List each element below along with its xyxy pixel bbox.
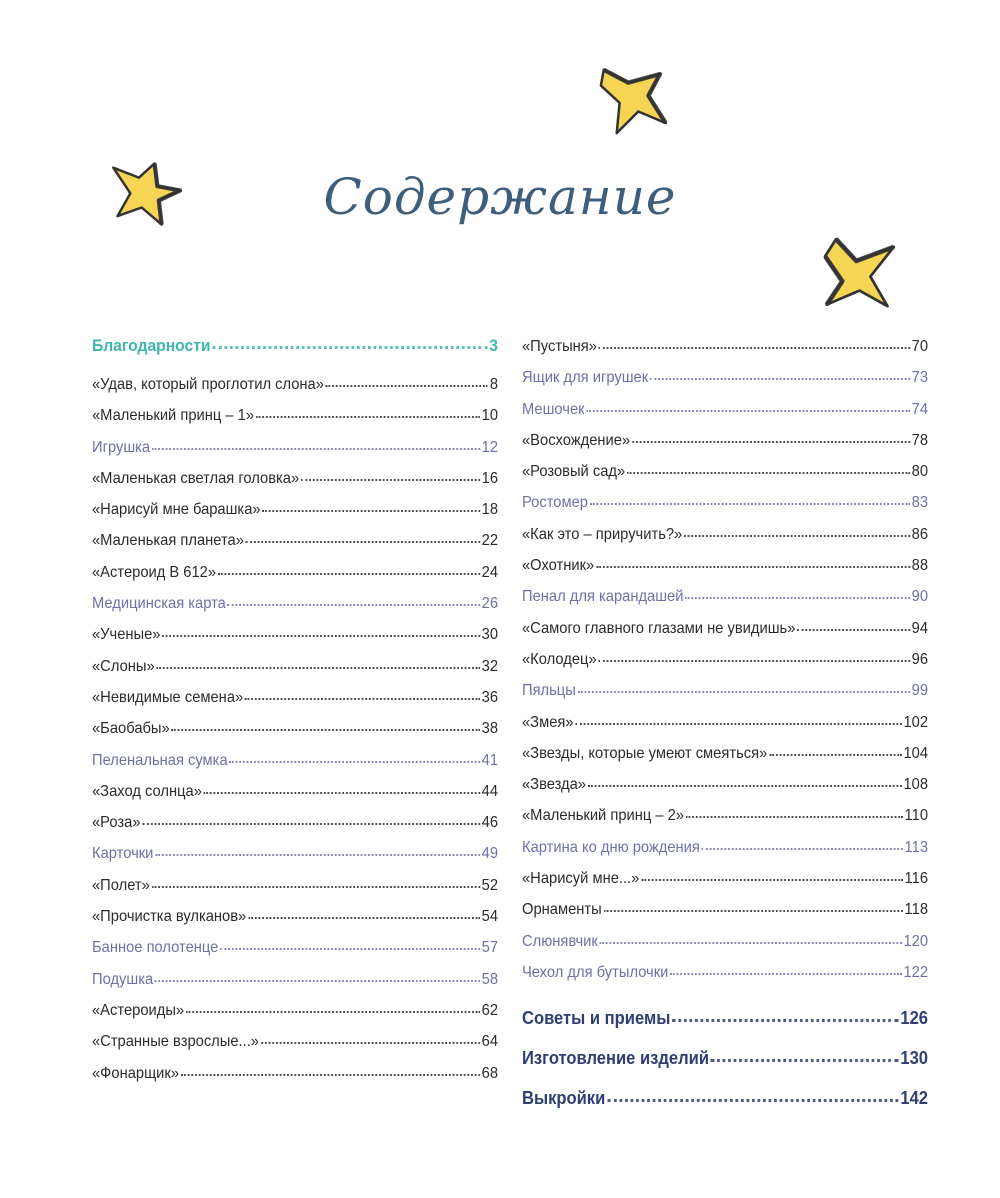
toc-entry-title: Слюнявчик — [522, 932, 598, 950]
toc-entry-title: «Заход солнца» — [92, 782, 202, 800]
toc-page-number: 26 — [481, 595, 499, 613]
toc-entry[interactable] — [522, 998, 928, 1038]
toc-entry[interactable] — [522, 738, 928, 769]
toc-entry-title: «Слоны» — [92, 657, 155, 675]
toc-page-number: 54 — [481, 908, 499, 926]
toc-entry[interactable] — [522, 957, 928, 988]
toc-entry-title: Изготовление изделий — [522, 1048, 710, 1069]
dot-leader — [596, 566, 910, 568]
toc-entry-title: Выкройки — [522, 1088, 606, 1109]
toc-entry[interactable] — [92, 1026, 498, 1057]
toc-column-left — [92, 331, 498, 1089]
dot-leader — [172, 729, 480, 731]
toc-entry[interactable] — [522, 832, 928, 863]
toc-page-number: 64 — [481, 1033, 499, 1051]
dot-leader — [586, 410, 909, 412]
toc-entry[interactable] — [92, 713, 498, 744]
toc-page-number: 32 — [481, 657, 499, 675]
dot-leader — [797, 629, 910, 631]
dot-leader — [261, 1042, 480, 1044]
toc-entry[interactable] — [92, 901, 498, 932]
toc-entry[interactable] — [92, 400, 498, 431]
dot-leader — [590, 503, 910, 505]
toc-entry[interactable] — [522, 800, 928, 831]
dot-leader — [575, 723, 901, 725]
toc-page-number: 130 — [900, 1048, 929, 1069]
dot-leader — [245, 698, 480, 700]
toc-entry[interactable] — [92, 1058, 498, 1089]
toc-entry-title: «Самого главного глазами не увидишь» — [522, 619, 796, 637]
dot-leader — [672, 1019, 898, 1022]
toc-entry-title: Ростомер — [522, 494, 588, 512]
toc-entry-title: «Фонарщик» — [92, 1064, 180, 1082]
toc-entry[interactable] — [92, 432, 498, 463]
toc-page-number: 94 — [911, 619, 929, 637]
dot-leader — [686, 816, 903, 818]
toc-page-number: 80 — [911, 463, 929, 481]
toc-entry-title: «Маленькая светлая головка» — [92, 469, 300, 487]
toc-entry-title: «Звезда» — [522, 776, 586, 794]
dot-leader — [248, 917, 480, 919]
toc-entry[interactable] — [522, 769, 928, 800]
toc-entry-title: Чехол для бутылочки — [522, 963, 669, 981]
toc-page-number: 110 — [904, 807, 929, 825]
toc-entry-title: Картина ко дню рождения — [522, 838, 700, 856]
toc-entry-title: «Баобабы» — [92, 720, 170, 738]
toc-page-number: 120 — [903, 932, 929, 950]
dot-leader — [598, 660, 909, 662]
toc-entry[interactable] — [522, 926, 928, 957]
dot-leader — [212, 346, 487, 349]
toc-page-number: 113 — [904, 838, 929, 856]
toc-entry-title: «Нарисуй мне барашка» — [92, 501, 261, 519]
dot-leader — [218, 573, 480, 575]
toc-entry[interactable] — [522, 519, 928, 550]
toc-entry-title: «Астероид B 612» — [92, 563, 217, 581]
toc-column-right — [522, 331, 928, 1118]
toc-page-number: 62 — [481, 1001, 499, 1019]
toc-entry-title: Пяльцы — [522, 682, 576, 700]
toc-entry-title: Мешочек — [522, 400, 585, 418]
toc-entry[interactable] — [92, 619, 498, 650]
toc-page-number: 90 — [911, 588, 929, 606]
toc-entry[interactable] — [522, 707, 928, 738]
toc-entry-title: «Ученые» — [92, 626, 161, 644]
toc-page-number: 83 — [911, 494, 929, 512]
toc-entry-title: «Как это – приручить?» — [522, 525, 683, 543]
toc-entry-title: «Полет» — [92, 876, 150, 894]
toc-page-number: 41 — [481, 751, 499, 769]
toc-page-number: 102 — [903, 713, 929, 731]
toc-page-number: 73 — [911, 369, 929, 387]
dot-leader — [641, 879, 903, 881]
toc-entry-title: «Нарисуй мне...» — [522, 870, 640, 888]
toc-page-number: 58 — [481, 970, 499, 988]
dot-leader — [186, 1011, 480, 1013]
toc-entry[interactable] — [522, 1038, 928, 1078]
dot-leader — [246, 541, 480, 543]
toc-entry[interactable] — [92, 932, 498, 963]
toc-page-number: 126 — [900, 1008, 929, 1029]
toc-page-number: 74 — [911, 400, 929, 418]
toc-entry[interactable] — [92, 494, 498, 525]
toc-entry[interactable] — [92, 651, 498, 682]
dot-leader — [155, 854, 480, 856]
toc-entry[interactable] — [522, 331, 928, 362]
toc-page-number: 24 — [481, 563, 499, 581]
toc-entry[interactable] — [92, 838, 498, 869]
toc-entry[interactable] — [522, 675, 928, 706]
dot-leader — [604, 910, 903, 912]
toc-page-number: 86 — [911, 525, 929, 543]
toc-entry[interactable] — [92, 525, 498, 556]
toc-entry[interactable] — [92, 331, 498, 369]
dot-leader — [155, 980, 480, 982]
dot-leader — [142, 823, 479, 825]
toc-entry-title: «Змея» — [522, 713, 574, 731]
dot-leader — [685, 597, 910, 599]
dot-leader — [220, 948, 480, 950]
toc-entry-title: «Охотник» — [522, 557, 595, 575]
toc-entry-title: «Маленький принц – 2» — [522, 807, 685, 825]
toc-entry-title: Советы и приемы — [522, 1008, 671, 1029]
dot-leader — [588, 785, 902, 787]
toc-entry[interactable] — [92, 588, 498, 619]
toc-page-number: 8 — [489, 376, 499, 393]
toc-entry[interactable] — [92, 995, 498, 1026]
toc-entry-title: «Звезды, которые умеют смеяться» — [522, 744, 768, 762]
dot-leader — [229, 761, 479, 763]
toc-entry-title: «Роза» — [92, 814, 141, 832]
toc-entry-title: Благодарности — [92, 336, 211, 355]
toc-page-number: 22 — [481, 532, 499, 550]
toc-page-number: 118 — [904, 901, 929, 919]
toc-entry-title: Банное полотенце — [92, 939, 219, 957]
toc-entry-title: «Невидимые семена» — [92, 688, 244, 706]
toc-entry[interactable] — [92, 870, 498, 901]
toc-entry-title: Игрушка — [92, 438, 151, 456]
toc-page-number: 96 — [911, 650, 929, 668]
toc-entry-title: «Прочистка вулканов» — [92, 908, 247, 926]
dot-leader — [607, 1099, 898, 1102]
toc-entry-title: Пеленальная сумка — [92, 751, 228, 769]
toc-entry[interactable] — [522, 456, 928, 487]
toc-page-number: 49 — [481, 845, 499, 863]
toc-page-number: 108 — [903, 776, 929, 794]
dot-leader — [301, 479, 480, 481]
toc-entry[interactable] — [92, 776, 498, 807]
dot-leader — [599, 347, 910, 349]
toc-entry[interactable] — [522, 644, 928, 675]
toc-entry-title: Карточки — [92, 845, 154, 863]
dot-leader — [578, 691, 910, 693]
dot-leader — [769, 754, 901, 756]
toc-entry-title: Подушка — [92, 970, 154, 988]
toc-entry[interactable] — [92, 964, 498, 995]
toc-page-number: 116 — [904, 870, 929, 888]
toc-entry[interactable] — [522, 394, 928, 425]
toc-page-number: 46 — [481, 814, 499, 832]
toc-entry-title: «Астероиды» — [92, 1001, 185, 1019]
toc-page-number: 18 — [481, 501, 499, 519]
toc-entry[interactable] — [92, 745, 498, 776]
dot-leader — [650, 378, 910, 380]
toc-page-number: 12 — [481, 438, 499, 456]
dot-leader — [152, 886, 480, 888]
toc-entry[interactable] — [92, 463, 498, 494]
dot-leader — [600, 942, 902, 944]
dot-leader — [157, 667, 480, 669]
toc-page-number: 30 — [481, 626, 499, 644]
toc-page-number: 57 — [481, 939, 499, 957]
toc-page-number: 16 — [481, 469, 499, 487]
dot-leader — [181, 1074, 480, 1076]
toc-page-number: 88 — [911, 557, 929, 575]
toc-page-number: 3 — [489, 336, 499, 355]
dot-leader — [627, 472, 910, 474]
dot-leader — [326, 385, 488, 387]
dot-leader — [152, 448, 480, 450]
toc-page-number: 36 — [481, 688, 499, 706]
toc-entry[interactable] — [522, 362, 928, 393]
toc-entry[interactable] — [522, 425, 928, 456]
toc-entry[interactable] — [522, 613, 928, 644]
toc-page-number: 78 — [911, 431, 929, 449]
toc-entry-title: Ящик для игрушек — [522, 369, 649, 387]
section-gap — [522, 988, 928, 998]
dot-leader — [262, 510, 479, 512]
dot-leader — [204, 792, 480, 794]
dot-leader — [702, 848, 903, 850]
toc-page-number: 44 — [481, 782, 499, 800]
toc-entry[interactable] — [522, 550, 928, 581]
page-title: Содержание — [323, 168, 677, 226]
dot-leader — [162, 635, 479, 637]
toc-entry[interactable] — [92, 369, 498, 400]
toc-entry-title: «Пустыня» — [522, 338, 597, 355]
toc-page-number: 142 — [900, 1088, 929, 1109]
toc-page-number: 10 — [481, 407, 499, 425]
dot-leader — [684, 535, 910, 537]
toc-page-number: 122 — [903, 963, 929, 981]
dot-leader — [670, 973, 901, 975]
toc-page-number: 99 — [911, 682, 929, 700]
toc-page-number: 70 — [911, 338, 929, 355]
toc-entry[interactable] — [522, 863, 928, 894]
toc-entry-title: «Восхождение» — [522, 431, 631, 449]
toc-entry[interactable] — [522, 894, 928, 925]
toc-entry[interactable] — [92, 807, 498, 838]
toc-entry[interactable] — [92, 557, 498, 588]
toc-entry-title: «Удав, который проглотил слона» — [92, 376, 324, 393]
toc-entry-title: Орнаменты — [522, 901, 602, 919]
toc-page-number: 104 — [903, 744, 929, 762]
toc-entry-title: «Колодец» — [522, 650, 597, 668]
star-icon-right — [822, 236, 900, 314]
toc-entry[interactable] — [92, 682, 498, 713]
toc-entry-title: Медицинская карта — [92, 595, 226, 613]
dot-leader — [711, 1059, 899, 1062]
dot-leader — [256, 416, 480, 418]
toc-entry[interactable] — [522, 581, 928, 612]
dot-leader — [632, 441, 910, 443]
toc-page-number: 68 — [481, 1064, 499, 1082]
toc-entry-title: «Розовый сад» — [522, 463, 626, 481]
toc-entry[interactable] — [522, 1078, 928, 1118]
dot-leader — [228, 604, 480, 606]
toc-entry-title: «Маленький принц – 1» — [92, 407, 255, 425]
toc-page-number: 52 — [481, 876, 499, 894]
toc-page-number: 38 — [481, 720, 499, 738]
toc-entry-title: «Маленькая планета» — [92, 532, 244, 550]
toc-entry-title: «Странные взрослые...» — [92, 1033, 259, 1051]
star-icon-top — [598, 64, 670, 136]
toc-entry[interactable] — [522, 487, 928, 518]
toc-entry-title: Пенал для карандашей — [522, 588, 684, 606]
